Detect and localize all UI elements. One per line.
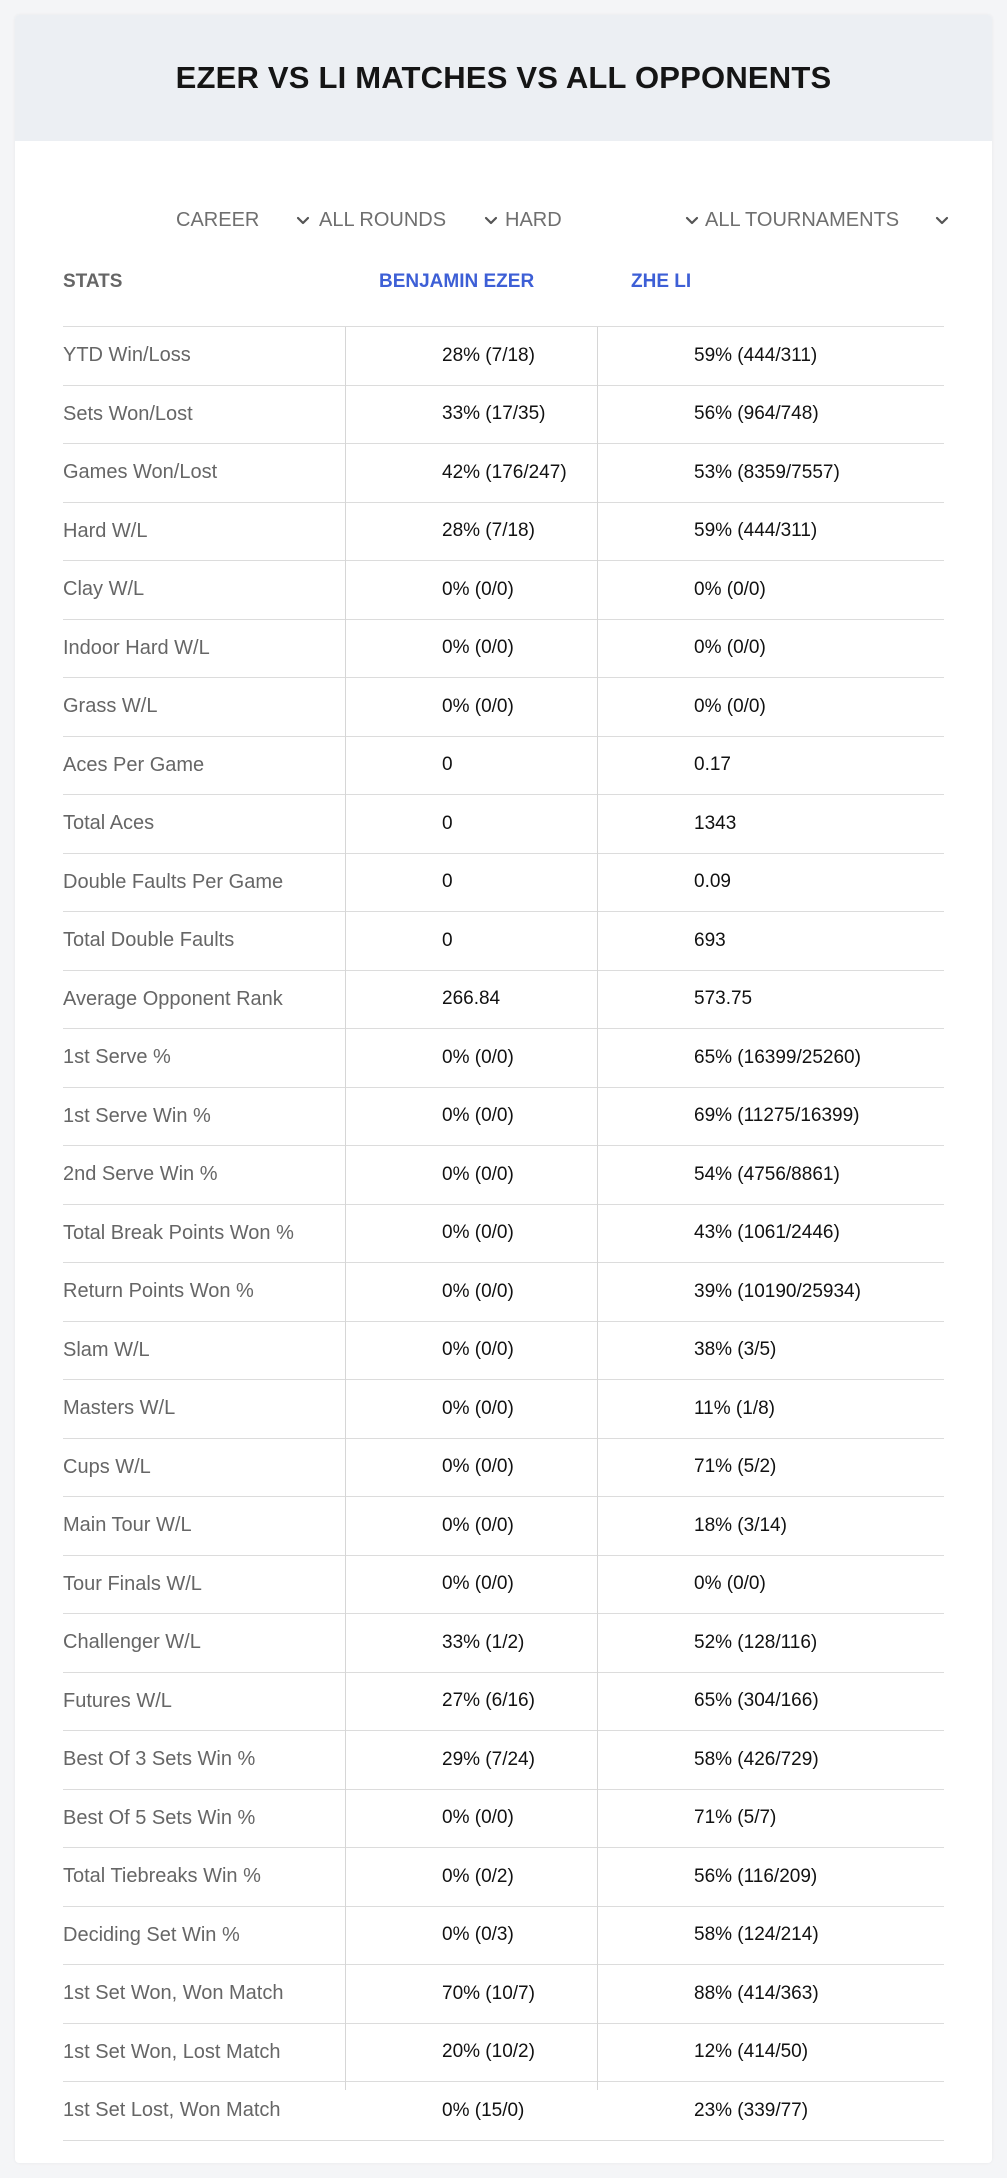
stat-label: Grass W/L bbox=[63, 695, 158, 718]
player1-value: 0% (0/0) bbox=[442, 578, 514, 600]
table-row bbox=[63, 386, 944, 445]
period-dropdown[interactable] bbox=[176, 190, 311, 250]
table-row bbox=[63, 795, 944, 854]
stat-label: Average Opponent Rank bbox=[63, 987, 283, 1010]
table-row bbox=[63, 2082, 944, 2141]
stat-label: Aces Per Game bbox=[63, 753, 205, 776]
player2-value: 1343 bbox=[694, 812, 737, 834]
period-dropdown-value: CAREER bbox=[176, 208, 260, 231]
table-row bbox=[63, 1965, 944, 2024]
stat-label: 1st Set Won, Won Match bbox=[63, 1982, 284, 2005]
stat-label: 2nd Serve Win % bbox=[63, 1163, 218, 1186]
player1-value: 20% (10/2) bbox=[442, 2041, 535, 2063]
stats-table bbox=[63, 253, 944, 2141]
player2-value: 39% (10190/25934) bbox=[694, 1280, 861, 1302]
table-row bbox=[63, 1790, 944, 1849]
player1-value: 0% (0/3) bbox=[442, 1924, 514, 1946]
table-body bbox=[63, 327, 944, 2141]
player2-value: 56% (116/209) bbox=[694, 1865, 818, 1887]
player2-value: 0% (0/0) bbox=[694, 695, 766, 717]
table-row bbox=[63, 1380, 944, 1439]
stat-label: Total Double Faults bbox=[63, 929, 235, 952]
player1-value: 0% (0/0) bbox=[442, 1397, 514, 1419]
stat-label: Best Of 5 Sets Win % bbox=[63, 1806, 256, 1829]
stat-label: Total Tiebreaks Win % bbox=[63, 1865, 261, 1888]
player1-value: 70% (10/7) bbox=[442, 1982, 535, 2004]
table-row bbox=[63, 620, 944, 679]
tournament-dropdown-value: ALL TOURNAMENTS bbox=[705, 208, 900, 231]
player1-value: 0% (15/0) bbox=[442, 2099, 525, 2121]
player1-value: 0 bbox=[442, 871, 453, 893]
stat-label: Total Aces bbox=[63, 812, 155, 835]
player2-value: 53% (8359/7557) bbox=[694, 461, 840, 483]
player2-value: 12% (414/50) bbox=[694, 2041, 809, 2063]
player2-value: 18% (3/14) bbox=[694, 1514, 787, 1536]
stat-label: Clay W/L bbox=[63, 578, 145, 601]
surface-dropdown[interactable] bbox=[505, 190, 700, 250]
stats-card bbox=[15, 15, 992, 2163]
table-row bbox=[63, 1088, 944, 1147]
player1-value: 0% (0/0) bbox=[442, 1046, 514, 1068]
player2-value: 0% (0/0) bbox=[694, 637, 766, 659]
stat-label: Cups W/L bbox=[63, 1455, 151, 1478]
table-row bbox=[63, 327, 944, 386]
table-row bbox=[63, 1205, 944, 1264]
player2-value: 71% (5/7) bbox=[694, 1807, 777, 1829]
player1-value: 27% (6/16) bbox=[442, 1690, 535, 1712]
stat-label: 1st Set Won, Lost Match bbox=[63, 2040, 281, 2063]
player1-value: 0% (0/0) bbox=[442, 1456, 514, 1478]
stat-label: Best Of 3 Sets Win % bbox=[63, 1748, 256, 1771]
player2-value: 69% (11275/16399) bbox=[694, 1105, 860, 1127]
player2-value: 43% (1061/2446) bbox=[694, 1222, 840, 1244]
chevron-down-icon bbox=[934, 212, 950, 228]
player2-value: 0.17 bbox=[694, 754, 731, 776]
table-row bbox=[63, 1731, 944, 1790]
table-row bbox=[63, 2024, 944, 2083]
table-row bbox=[63, 444, 944, 503]
table-row bbox=[63, 1614, 944, 1673]
player1-value: 42% (176/247) bbox=[442, 461, 567, 483]
stat-label: 1st Serve % bbox=[63, 1046, 171, 1069]
table-row bbox=[63, 1322, 944, 1381]
stat-label: Games Won/Lost bbox=[63, 461, 218, 484]
player1-value: 0% (0/0) bbox=[442, 1222, 514, 1244]
player2-value: 65% (16399/25260) bbox=[694, 1046, 861, 1068]
stat-label: Challenger W/L bbox=[63, 1631, 201, 1654]
player1-value: 0% (0/0) bbox=[442, 1807, 514, 1829]
player2-value: 693 bbox=[694, 929, 726, 951]
table-row bbox=[63, 912, 944, 971]
player1-value: 0 bbox=[442, 754, 453, 776]
player1-value: 0% (0/0) bbox=[442, 1573, 514, 1595]
player2-value: 38% (3/5) bbox=[694, 1339, 777, 1361]
player1-value: 266.84 bbox=[442, 988, 501, 1010]
player1-value: 28% (7/18) bbox=[442, 520, 535, 542]
player2-value: 88% (414/363) bbox=[694, 1982, 819, 2004]
table-row bbox=[63, 1848, 944, 1907]
table-row bbox=[63, 737, 944, 796]
stat-label: Slam W/L bbox=[63, 1338, 150, 1361]
table-row bbox=[63, 1439, 944, 1498]
player2-value: 54% (4756/8861) bbox=[694, 1163, 840, 1185]
chevron-down-icon bbox=[483, 212, 499, 228]
column-header-player2[interactable]: ZHE LI bbox=[631, 271, 692, 292]
table-row bbox=[63, 1673, 944, 1732]
table-row bbox=[63, 1029, 944, 1088]
table-header bbox=[63, 253, 944, 327]
player2-value: 59% (444/311) bbox=[694, 344, 818, 366]
stat-label: Deciding Set Win % bbox=[63, 1923, 240, 1946]
chevron-down-icon bbox=[684, 212, 700, 228]
table-row bbox=[63, 1263, 944, 1322]
player2-value: 573.75 bbox=[694, 988, 753, 1010]
column-header-player1[interactable]: BENJAMIN EZER bbox=[379, 271, 535, 292]
stat-label: Main Tour W/L bbox=[63, 1514, 192, 1537]
player1-value: 0% (0/0) bbox=[442, 1163, 514, 1185]
player1-value: 0% (0/0) bbox=[442, 1339, 514, 1361]
column-divider bbox=[597, 327, 598, 2090]
player2-value: 59% (444/311) bbox=[694, 520, 818, 542]
player1-value: 0% (0/2) bbox=[442, 1865, 514, 1887]
stat-label: Futures W/L bbox=[63, 1689, 172, 1712]
player2-value: 0% (0/0) bbox=[694, 578, 766, 600]
player2-value: 58% (124/214) bbox=[694, 1924, 819, 1946]
player1-value: 29% (7/24) bbox=[442, 1748, 535, 1770]
player1-value: 33% (1/2) bbox=[442, 1631, 525, 1653]
player1-value: 0 bbox=[442, 929, 453, 951]
table-row bbox=[63, 678, 944, 737]
round-dropdown-value: ALL ROUNDS bbox=[319, 208, 447, 231]
player1-value: 0% (0/0) bbox=[442, 1105, 514, 1127]
page-title: EZER VS LI MATCHES VS ALL OPPONENTS bbox=[175, 60, 832, 95]
player2-value: 71% (5/2) bbox=[694, 1456, 777, 1478]
player2-value: 0% (0/0) bbox=[694, 1573, 766, 1595]
round-dropdown[interactable] bbox=[319, 190, 499, 250]
stat-label: Hard W/L bbox=[63, 519, 148, 542]
player1-value: 0% (0/0) bbox=[442, 1280, 514, 1302]
column-header-stats: STATS bbox=[63, 271, 123, 292]
table-row bbox=[63, 1907, 944, 1966]
player2-value: 11% (1/8) bbox=[694, 1397, 775, 1419]
player2-value: 52% (128/116) bbox=[694, 1631, 818, 1653]
tournament-dropdown[interactable] bbox=[705, 190, 950, 250]
stat-label: Sets Won/Lost bbox=[63, 402, 193, 425]
table-row bbox=[63, 503, 944, 562]
player1-value: 0 bbox=[442, 812, 453, 834]
stat-label: Tour Finals W/L bbox=[63, 1572, 202, 1595]
player2-value: 0.09 bbox=[694, 871, 731, 893]
player2-value: 65% (304/166) bbox=[694, 1690, 819, 1712]
stat-label: Indoor Hard W/L bbox=[63, 636, 210, 659]
stat-label: 1st Serve Win % bbox=[63, 1104, 211, 1127]
player2-value: 56% (964/748) bbox=[694, 403, 819, 425]
player1-value: 33% (17/35) bbox=[442, 403, 546, 425]
chevron-down-icon bbox=[295, 212, 311, 228]
stat-label: Masters W/L bbox=[63, 1397, 176, 1420]
stat-label: Total Break Points Won % bbox=[63, 1221, 294, 1244]
player2-value: 58% (426/729) bbox=[694, 1748, 819, 1770]
player1-value: 0% (0/0) bbox=[442, 637, 514, 659]
player1-value: 28% (7/18) bbox=[442, 344, 535, 366]
filter-bar bbox=[15, 190, 992, 250]
stat-label: 1st Set Lost, Won Match bbox=[63, 2099, 281, 2122]
table-row bbox=[63, 561, 944, 620]
table-row bbox=[63, 971, 944, 1030]
player1-value: 0% (0/0) bbox=[442, 1514, 514, 1536]
table-row bbox=[63, 1556, 944, 1615]
table-row bbox=[63, 1146, 944, 1205]
player2-value: 23% (339/77) bbox=[694, 2099, 809, 2121]
stat-label: Return Points Won % bbox=[63, 1280, 254, 1303]
surface-dropdown-value: HARD bbox=[505, 208, 562, 231]
stat-label: YTD Win/Loss bbox=[63, 344, 191, 367]
table-row bbox=[63, 1497, 944, 1556]
table-row bbox=[63, 854, 944, 913]
page-header bbox=[15, 15, 992, 141]
stat-label: Double Faults Per Game bbox=[63, 870, 284, 893]
player1-value: 0% (0/0) bbox=[442, 695, 514, 717]
column-divider bbox=[345, 327, 346, 2090]
